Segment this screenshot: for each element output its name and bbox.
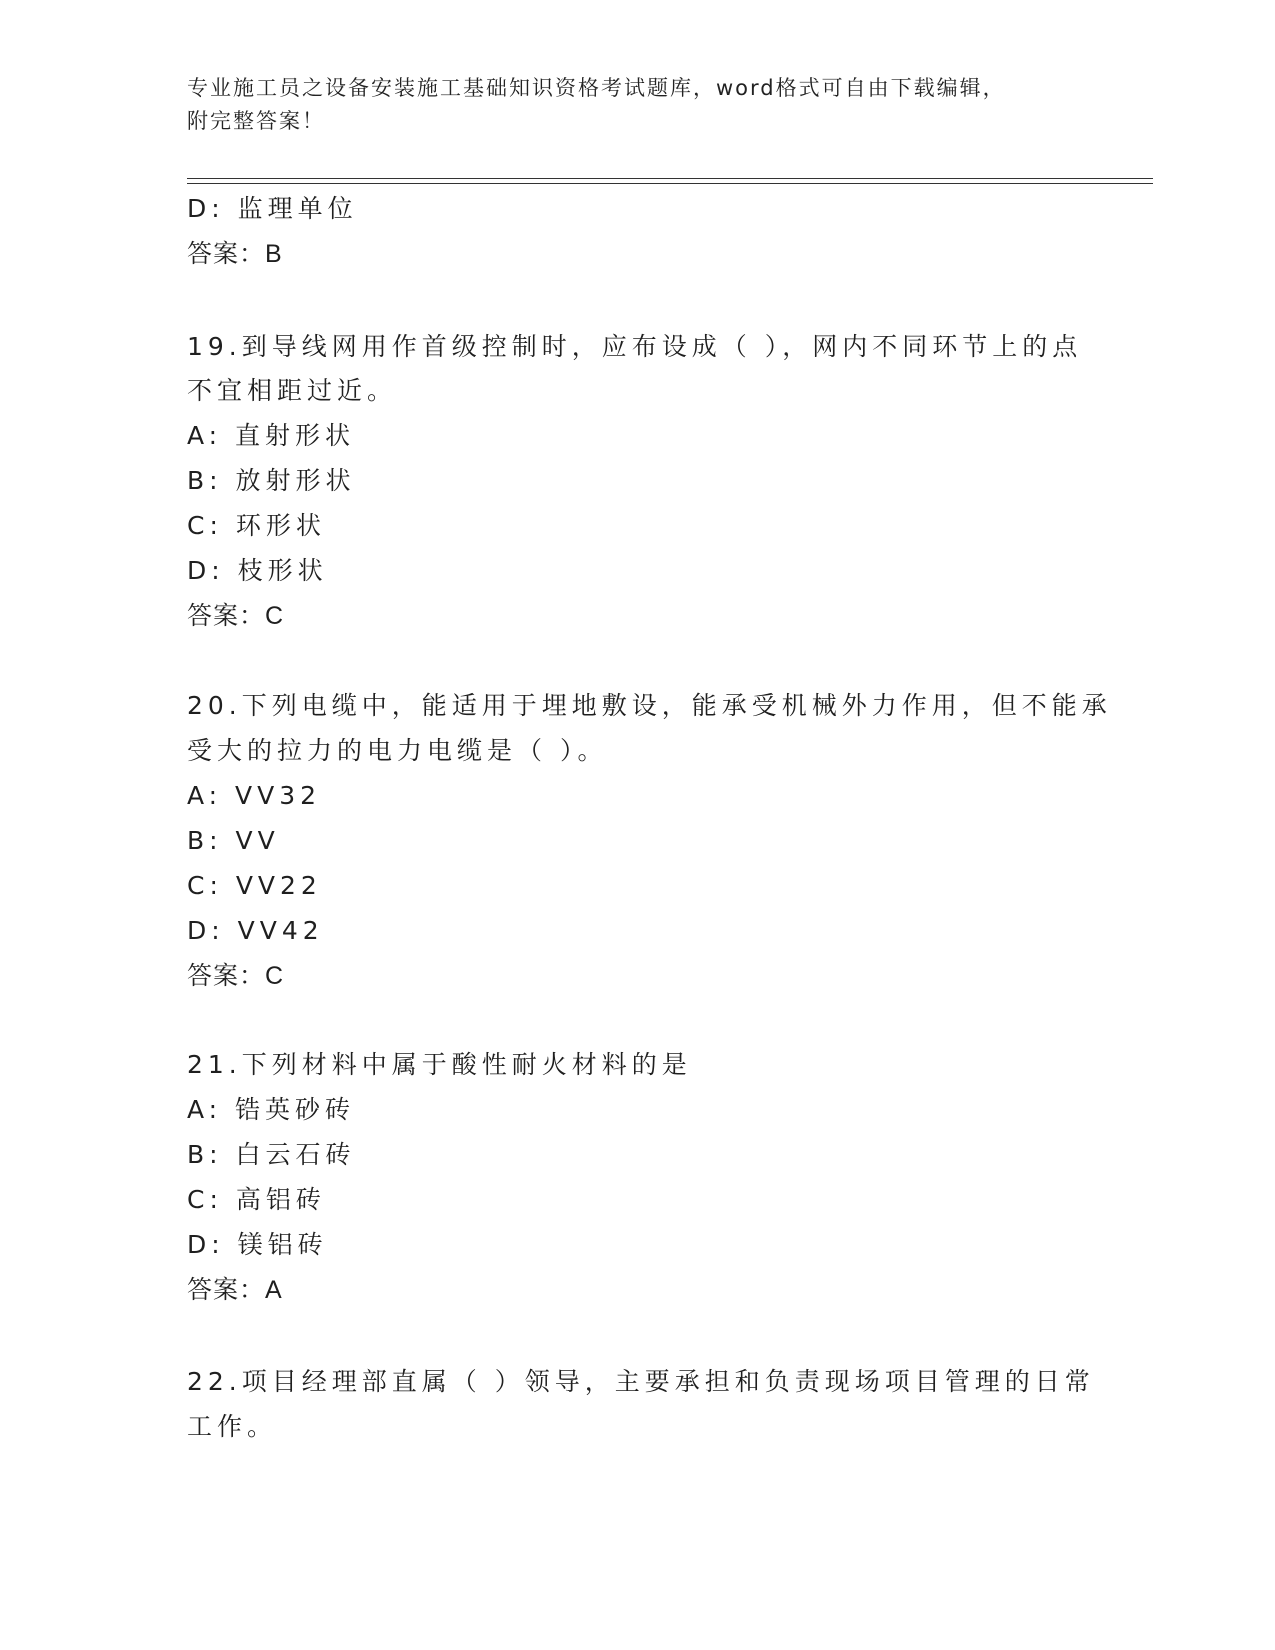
q20-option-b: B: VV: [187, 826, 280, 855]
q19-option-d: D: 枝形状: [187, 556, 328, 585]
q19-stem-line-2: 不宜相距过近。: [187, 376, 398, 405]
q21-answer: 答案：A: [187, 1276, 283, 1304]
q20-answer: 答案：C: [187, 962, 285, 990]
q20-option-d: D: VV42: [187, 916, 324, 945]
q19-option-c: C: 环形状: [187, 511, 326, 540]
q19-answer: 答案：C: [187, 602, 285, 630]
header-line-2: 附完整答案！: [187, 109, 325, 133]
document-header: [187, 72, 1047, 138]
q19-stem-line-1: 19.到导线网用作首级控制时，应布设成（ ），网内不同环节上的点: [187, 332, 1083, 361]
q22-stem-line-2: 工作。: [187, 1412, 278, 1441]
q21-stem-line-1: 21.下列材料中属于酸性耐火材料的是: [187, 1050, 692, 1079]
q21-option-b: B: 白云石砖: [187, 1140, 356, 1169]
q20-option-c: C: VV22: [187, 871, 322, 900]
q19-option-a: A: 直射形状: [187, 421, 356, 450]
header-line-1: 专业施工员之设备安装施工基础知识资格考试题库，word格式可自由下载编辑，: [187, 76, 1006, 100]
header-divider-bottom: [187, 183, 1153, 184]
q22-stem-line-1: 22.项目经理部直属（ ）领导，主要承担和负责现场项目管理的日常: [187, 1367, 1095, 1396]
q19-option-b: B: 放射形状: [187, 466, 356, 495]
q21-option-c: C: 高铝砖: [187, 1185, 326, 1214]
q20-option-a: A: VV32: [187, 781, 322, 810]
prev-option-d: D: 监理单位: [187, 194, 358, 223]
header-divider-top: [187, 178, 1153, 179]
q21-option-d: D: 镁铝砖: [187, 1230, 328, 1259]
q21-option-a: A: 锆英砂砖: [187, 1095, 356, 1124]
prev-answer: 答案：B: [187, 240, 283, 268]
q20-stem-line-2: 受大的拉力的电力电缆是（ ）。: [187, 736, 608, 765]
q20-stem-line-1: 20.下列电缆中，能适用于埋地敷设，能承受机械外力作用，但不能承: [187, 691, 1112, 720]
